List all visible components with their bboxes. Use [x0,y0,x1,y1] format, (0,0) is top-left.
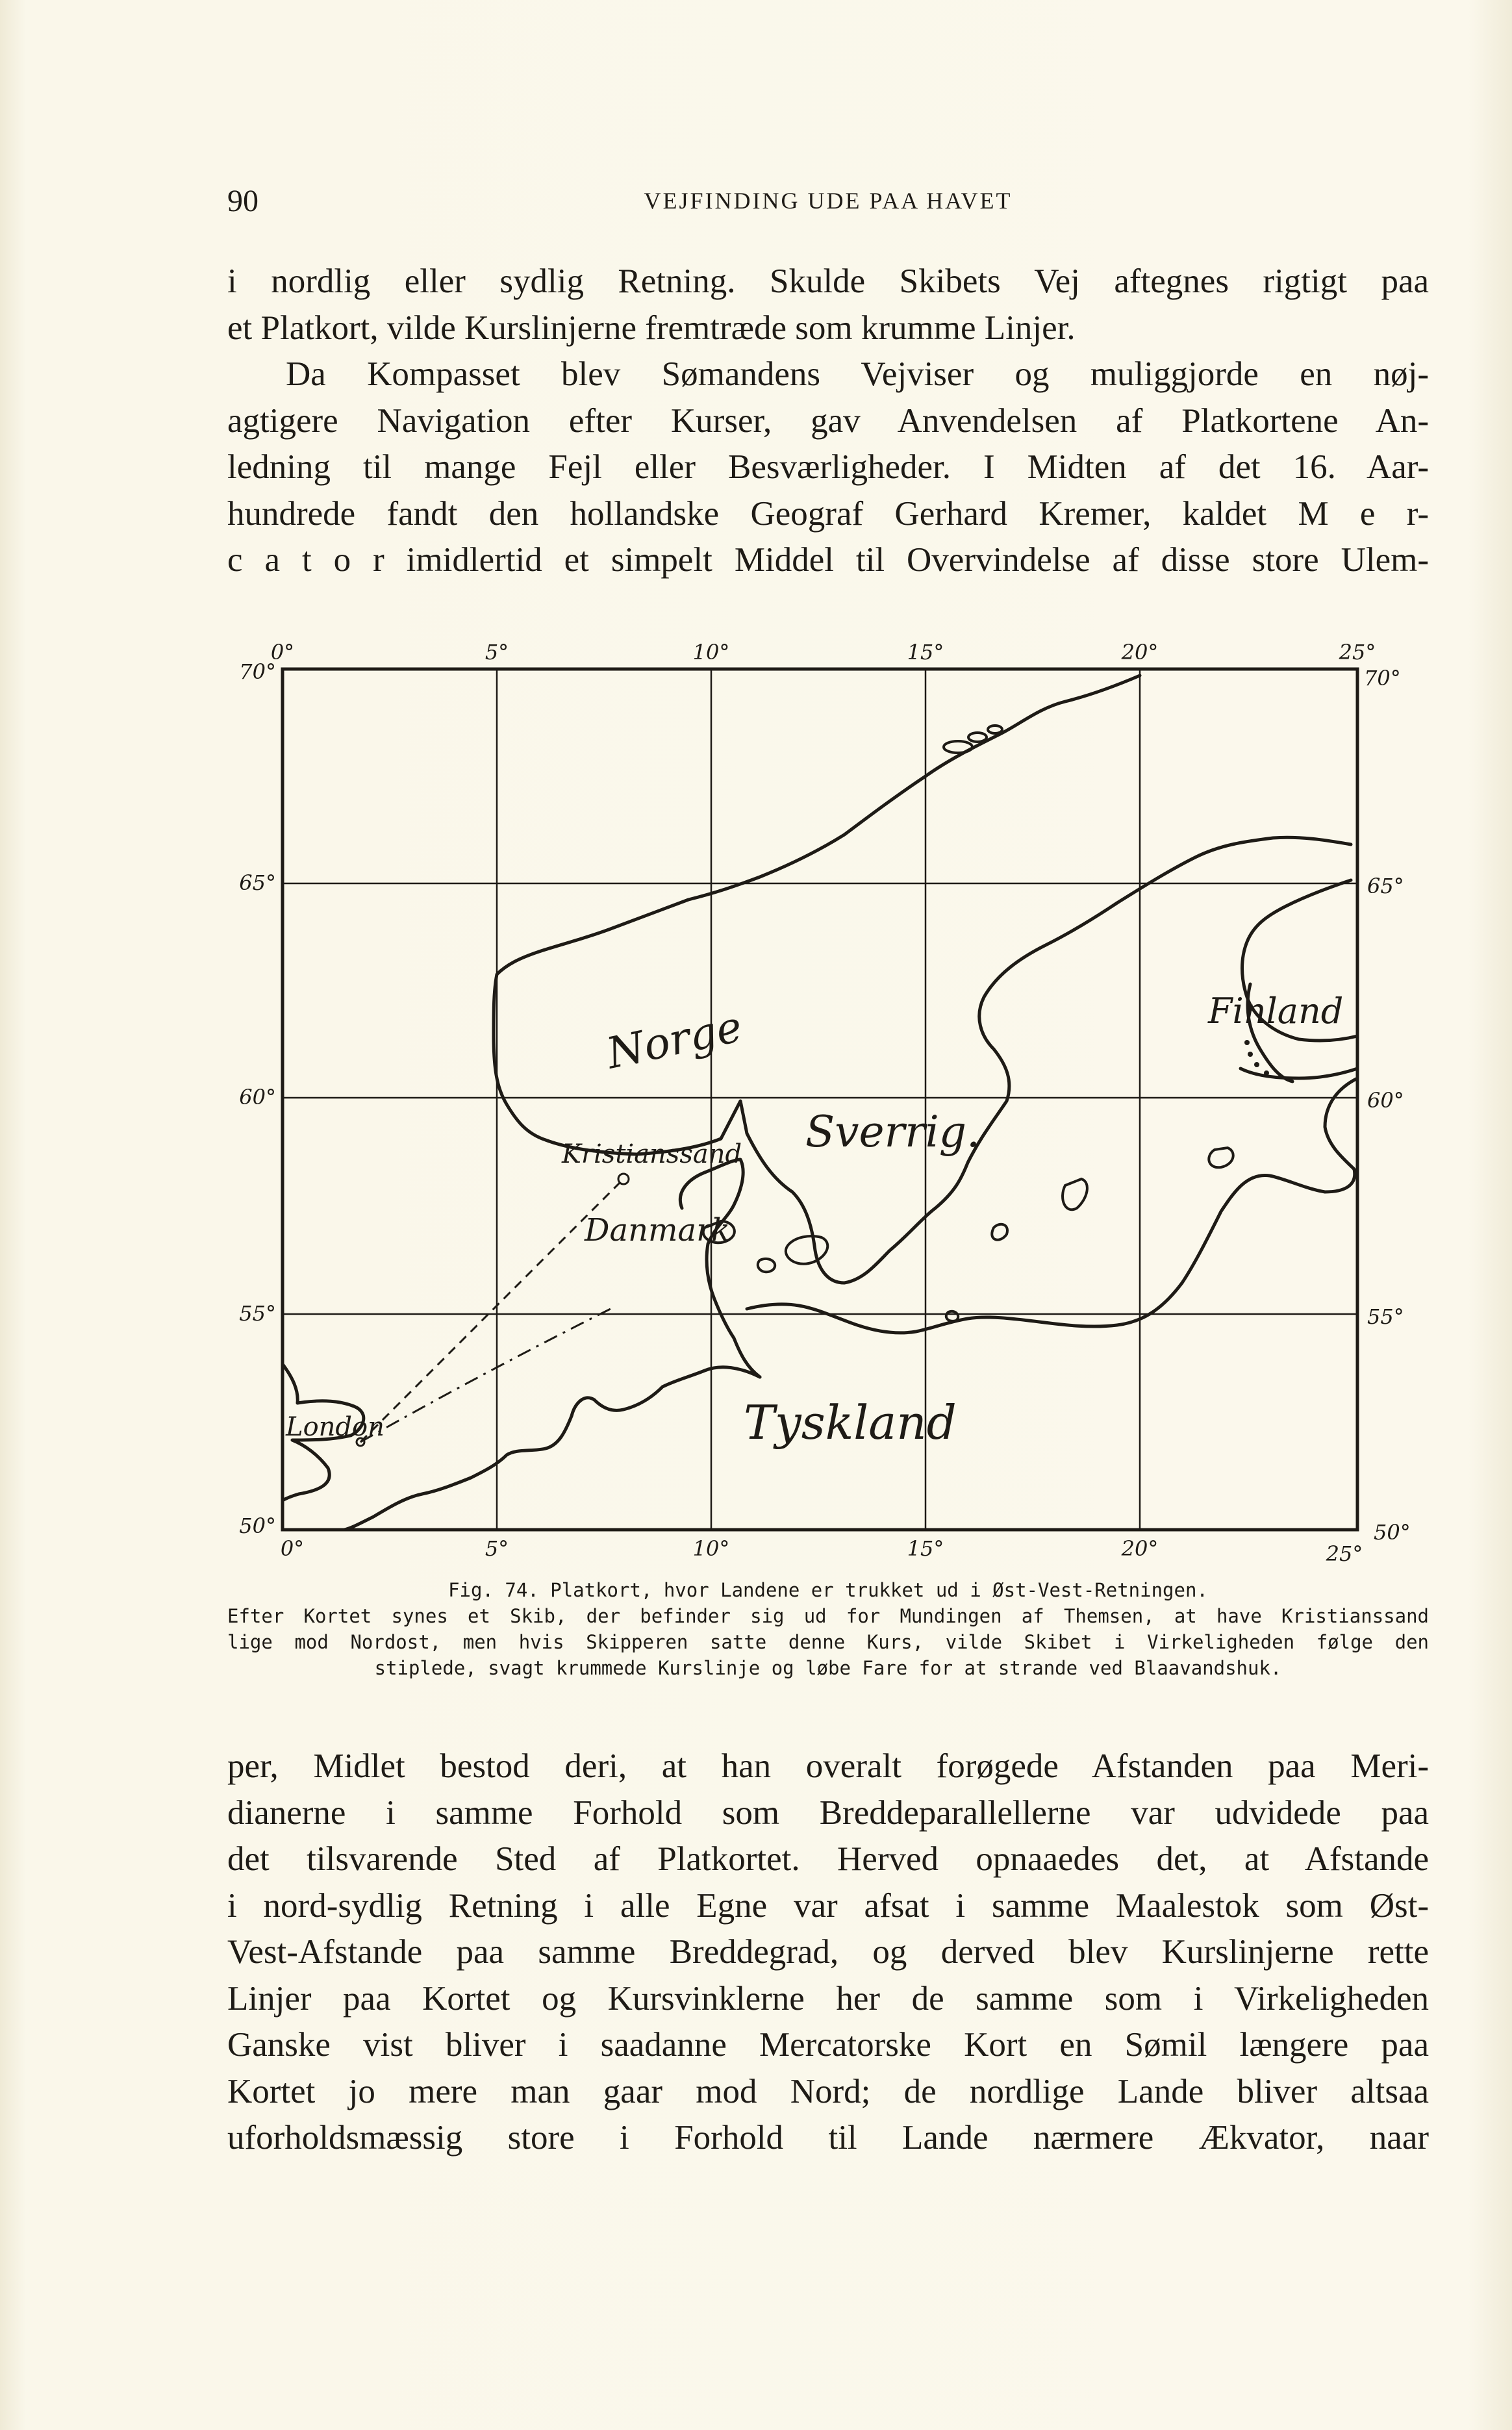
label-finland: Finland [1208,991,1344,1031]
lon-bottom-20: 20° [1121,1536,1159,1561]
lon-bottom-25: 25° [1326,1541,1363,1566]
coast-finland-south [1241,1069,1357,1078]
label-sverrig: Sverrig. [805,1107,980,1157]
island-bornholm [946,1311,958,1321]
platkort-map [221,620,1468,1569]
coast-scandinavia [494,676,1351,1283]
paragraph-top [227,259,1429,584]
text-line: et Platkort, vilde Kurslinjerne fremtræde som krumme Linjer. [227,309,1076,347]
island-funen [758,1259,775,1272]
figure-caption [227,1577,1429,1681]
page-header [227,183,1429,222]
text-line: hundrede fandt den hollandske Geograf Gerhard Kremer, kaldet M e r- [227,494,1429,533]
text-line: c a t o r imidlertid et simpelt Middel til Overvindelse af disse store Ulem- [227,541,1429,579]
rhumb-line-curved [360,1309,611,1442]
text-line: uforholdsmæssig store i Forhold til Lande nærmere Ækvator, naar [227,2119,1429,2157]
text-line: dianerne i samme Forhold som Breddeparallellerne var udvidede paa [227,1793,1429,1832]
lat-right-65: 65° [1367,874,1404,898]
text-line: Vest-Afstande paa samme Breddegrad, og derved blev Kurslinjerne rette [227,1933,1429,1971]
island-gotland [1063,1179,1087,1209]
lon-bottom-5: 5° [485,1536,509,1561]
island-oland [992,1224,1007,1240]
coast-jutland [680,1159,760,1377]
text-line: i nord-sydlig Retning i alle Egne var afsat i samme Maalestok som Øst- [227,1886,1429,1925]
lon-top-0: 0° [270,640,295,664]
island-lofoten-3 [988,726,1002,733]
lat-left-65: 65° [239,870,276,895]
text-line: ledning til mange Fejl eller Besværligheder. I Midten af det 16. Aar- [227,448,1429,486]
text-line: Kortet jo mere man gaar mod Nord; de nordlige Lande bliver altsaa [227,2072,1429,2110]
label-kristianssand: Kristianssand [562,1139,742,1169]
island-zealand [786,1236,827,1264]
lat-left-55: 55° [239,1301,276,1326]
lat-right-70: 70° [1364,666,1401,690]
text-line: Da Kompasset blev Sømandens Vejviser og muliggjorde en nøj- [286,355,1429,393]
caption-title: Fig. 74. Platkort, hvor Landene er trukket ud i Øst-Vest-Retningen. [448,1579,1208,1601]
text-line: per, Midlet bestod deri, at han overalt forøgede Afstanden paa Meri- [227,1747,1429,1785]
lat-left-60: 60° [239,1085,276,1109]
lat-left-70: 70° [239,659,276,684]
lon-bottom-15: 15° [907,1536,944,1561]
running-title: VEJFINDING UDE PAA HAVET [644,188,1013,214]
lat-left-50: 50° [239,1513,276,1538]
parallels [283,883,1357,1314]
label-london: London [286,1412,384,1442]
label-danmark: Danmark [585,1212,731,1248]
lon-top-10: 10° [692,640,730,664]
lon-top-20: 20° [1121,640,1159,664]
lat-right-50: 50° [1374,1520,1411,1545]
text-line: Ganske vist bliver i saadanne Mercatorske Kort en Sømil længere paa [227,2026,1429,2064]
island-lofoten-1 [944,741,972,753]
lat-right-60: 60° [1367,1088,1404,1113]
text-line: Linjer paa Kortet og Kursvinklerne her de samme som i Virkeligheden [227,1979,1429,2018]
islands [703,726,1233,1321]
map-figure [221,620,1468,1569]
lon-bottom-10: 10° [692,1536,730,1561]
paragraph-bottom [227,1743,1429,2162]
caption-line: lige mod Nordost, men hvis Skipperen satte denne Kurs, vilde Skibet i Virkeligheden følge den [227,1631,1429,1653]
page-number: 90 [227,184,258,218]
caption-line: stiplede, svagt krummede Kurslinje og løbe Fare for at strande ved Blaavandshuk. [374,1657,1282,1679]
lon-top-5: 5° [485,640,509,664]
text-line: i nordlig eller sydlig Retning. Skulde Skibets Vej aftegnes rigtigt paa [227,262,1429,300]
lon-top-15: 15° [907,640,944,664]
label-norge: Norge [602,1001,747,1079]
coast-germany [344,1367,760,1530]
lon-bottom-0: 0° [280,1536,305,1561]
text-line: det tilsvarende Sted af Platkortet. Herved opnaaedes det, at Afstande [227,1840,1429,1878]
island-lofoten-2 [968,733,987,742]
lon-top-25: 25° [1339,640,1376,664]
lat-right-55: 55° [1367,1304,1404,1329]
text-line: agtigere Navigation efter Kurser, gav Anvendelsen af Platkortene An- [227,401,1429,440]
caption-line: Efter Kortet synes et Skib, der befinder sig ud for Mundingen af Themsen, at have Kristianssand [227,1605,1429,1627]
island-aland [1209,1148,1233,1167]
label-tyskland: Tyskland [744,1395,957,1450]
